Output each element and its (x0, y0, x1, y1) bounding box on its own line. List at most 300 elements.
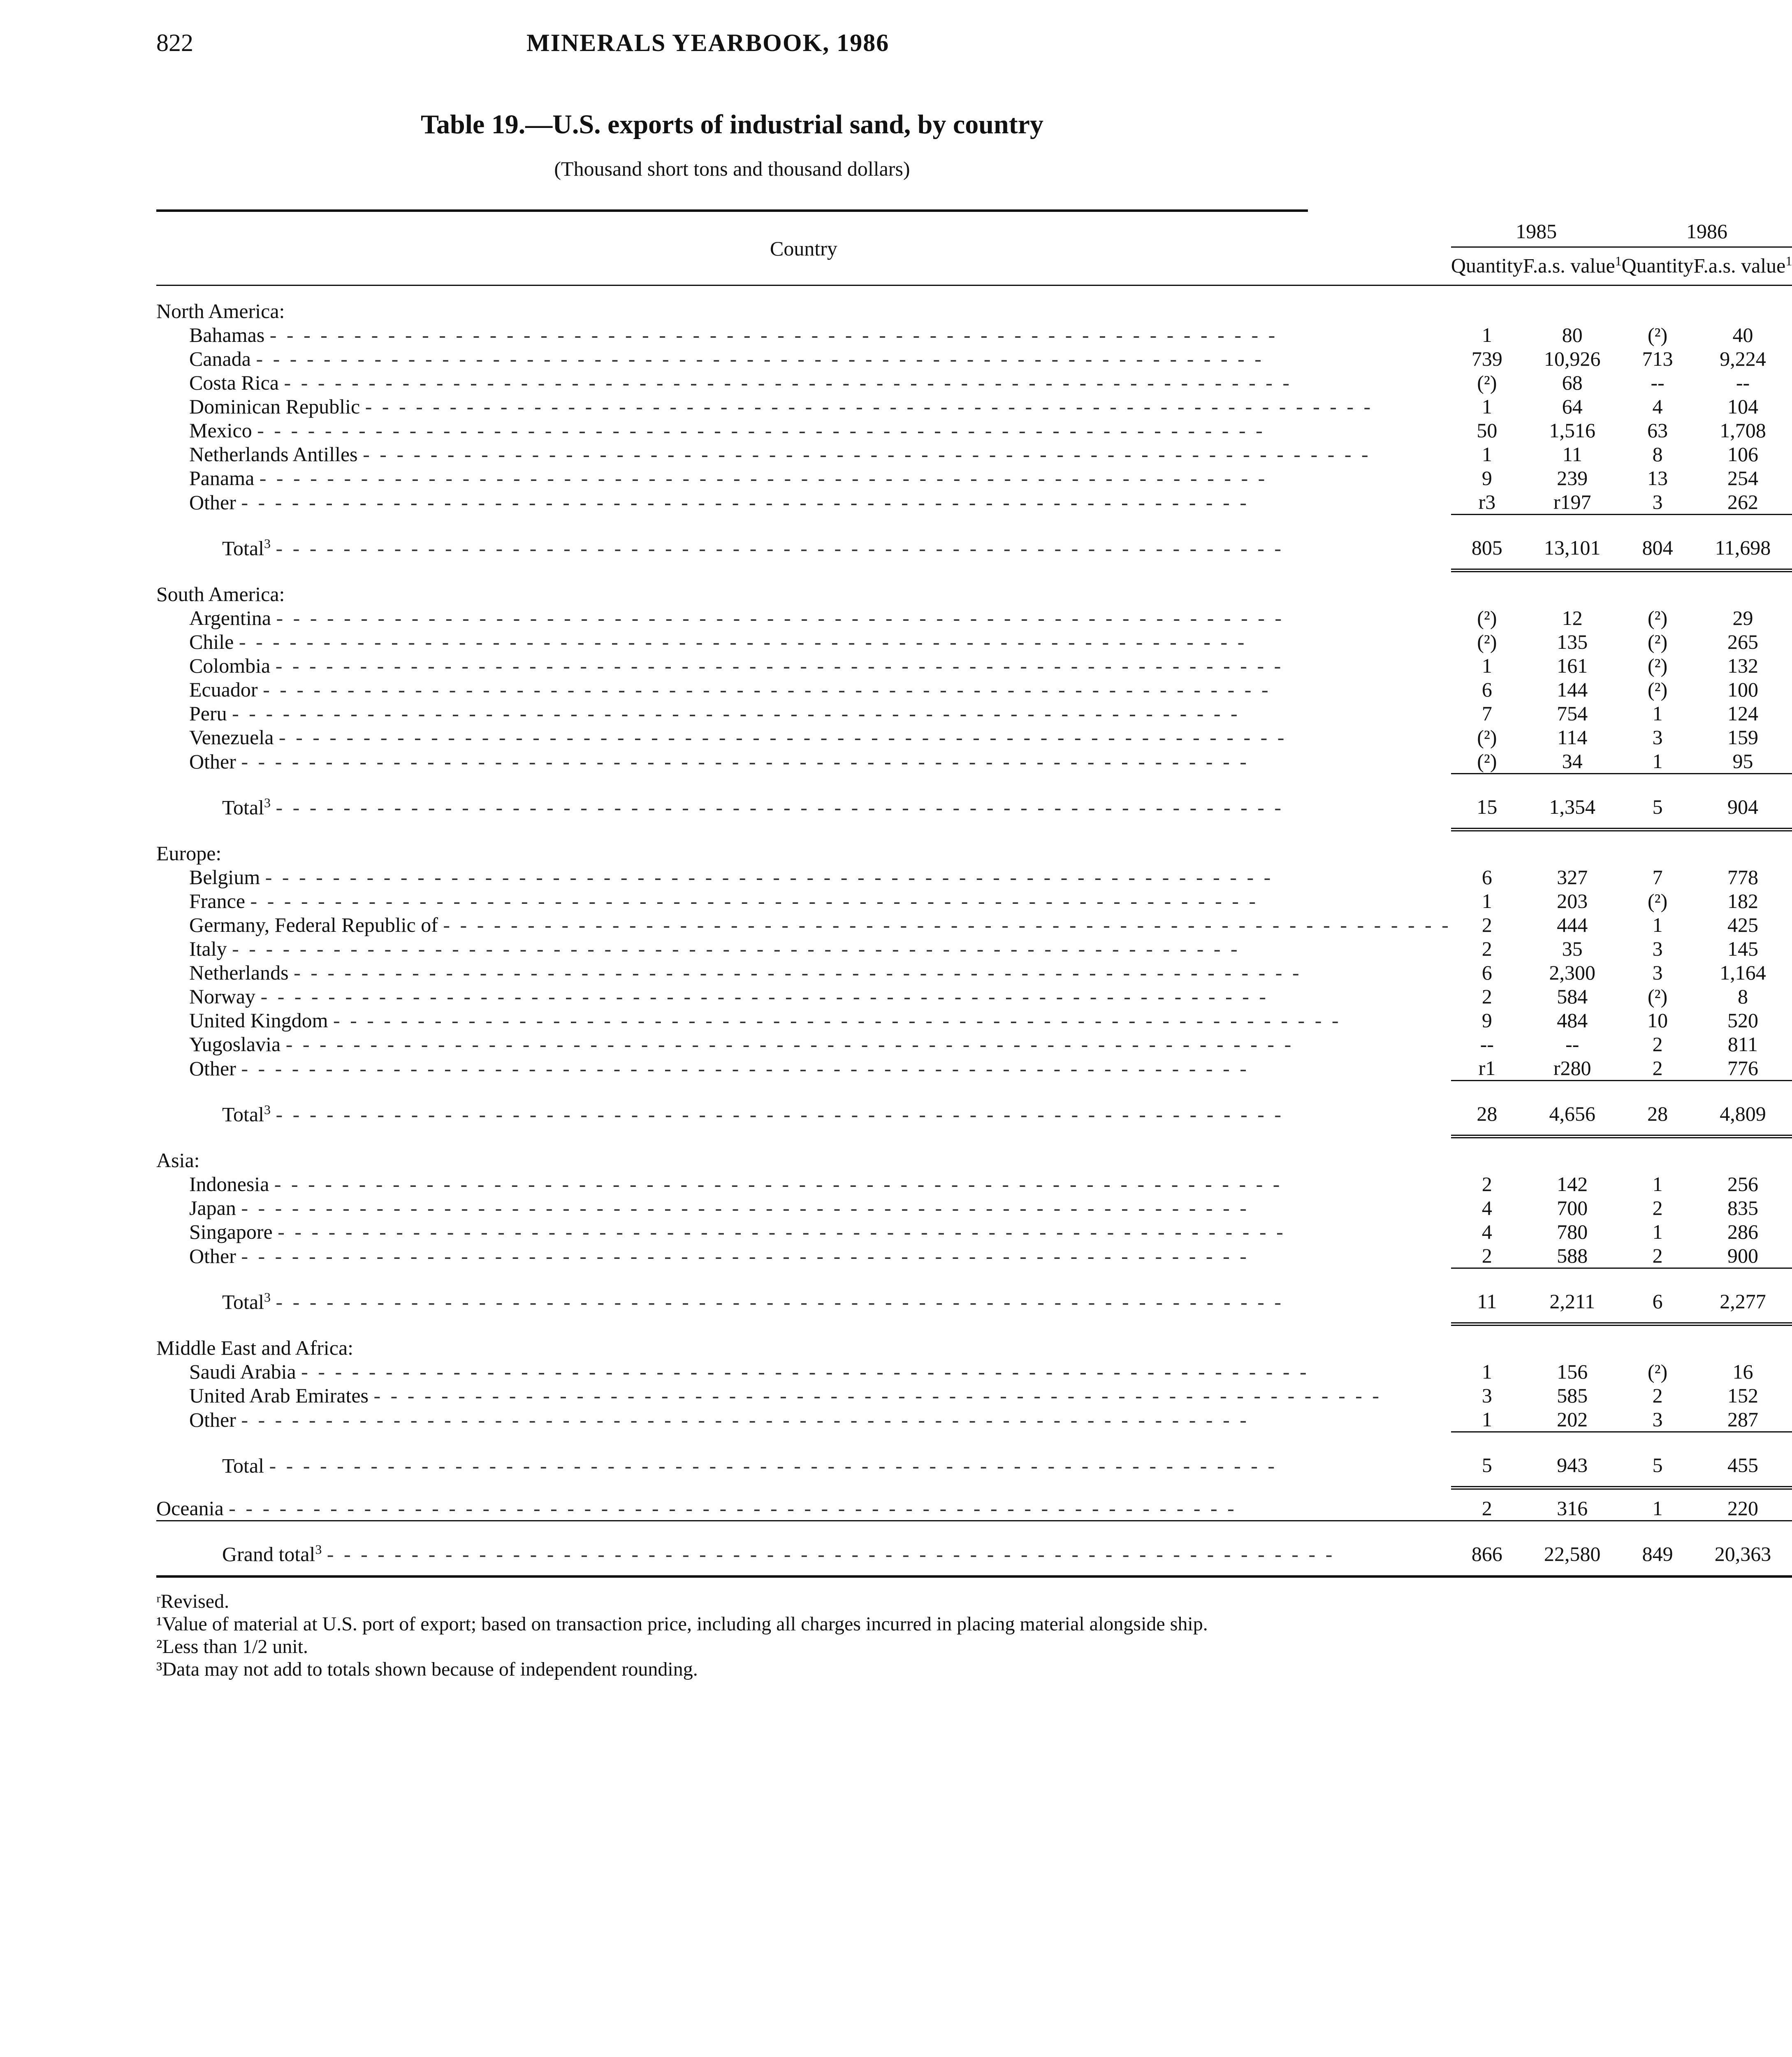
qty-1985-cell: 1 (1481, 654, 1492, 677)
total-cell (156, 1081, 1451, 1137)
qty-1986-cell: (²) (1647, 1360, 1668, 1383)
qty-1985-cell: (²) (1477, 726, 1497, 749)
qty-1985-cell: 2 (1481, 1244, 1492, 1267)
country-cell (156, 961, 1451, 984)
table-row (156, 1172, 1792, 1196)
country-name: Venezuela (189, 726, 274, 749)
quantity-1986-header: Quantity (1621, 254, 1694, 277)
qty-1986-cell: 3 (1652, 961, 1663, 984)
spacer-row (156, 286, 1792, 296)
value-1986-cell: 265 (1727, 630, 1758, 653)
region-row (156, 296, 1792, 323)
qty-1986-cell: 10 (1647, 1009, 1668, 1032)
table-row (156, 913, 1792, 937)
table-row (156, 749, 1792, 774)
leader-dots: - - - - - - - - - - - - - - - - - - - - - - - - - - - - - - - - - - - - - - - - - - - - - - - - - - - - - - - - - - - - (241, 1244, 1249, 1268)
country-cell (156, 1384, 1451, 1407)
value-1985-header (1523, 247, 1622, 286)
value-1986-cell: 900 (1727, 1244, 1758, 1267)
qty-1986-cell: 1 (1652, 913, 1663, 936)
region-name: South America: (156, 583, 285, 606)
grand-total-cell (156, 1521, 1451, 1576)
total-label: Total (222, 1103, 264, 1126)
country-name: Canada (189, 347, 251, 370)
total-cell (156, 515, 1451, 571)
value-1985-cell: 1,354 (1523, 774, 1622, 830)
leader-dots: - - - - - - - - - - - - - - - - - - - - - - - - - - - - - - - - - - - - - - - - - - - - - - - - - - - - - - - - - - - - (443, 913, 1451, 936)
country-cell (156, 1220, 1451, 1244)
qty-1985-cell: 1 (1481, 889, 1492, 912)
leader-dots: - - - - - - - - - - - - - - - - - - - - - - - - - - - - - - - - - - - - - - - - - - - - - - - - - - - - - - - - - - - - (269, 323, 1278, 346)
country-cell (156, 1056, 1451, 1081)
country-name: United Kingdom (189, 1009, 328, 1032)
value-1985-cell: 700 (1557, 1196, 1588, 1219)
total-label: Total (222, 796, 264, 819)
total-row (156, 515, 1792, 571)
qty-1986-cell: 3 (1652, 937, 1663, 960)
value-1985-cell: 34 (1562, 750, 1583, 773)
qty-1986-cell: (²) (1647, 606, 1668, 629)
qty-1986-cell: (²) (1647, 985, 1668, 1008)
value-1986-cell: 100 (1727, 678, 1758, 701)
country-name: United Arab Emirates (189, 1384, 369, 1407)
table-row (156, 889, 1792, 913)
region-row (156, 838, 1792, 865)
region-row (156, 579, 1792, 606)
value-1985-cell: 142 (1557, 1172, 1588, 1196)
quantity-1985-header: Quantity (1451, 254, 1523, 277)
qty-1985-cell: 805 (1451, 515, 1523, 571)
leader-dots: - - - - - - - - - - - - - - - - - - - - - - - - - - - - - - - - - - - - - - - - - - - - - - - - - - - - - - - - - - - - (284, 371, 1292, 394)
qty-1986-cell: 2 (1652, 1056, 1663, 1080)
country-name: Singapore (189, 1220, 273, 1243)
qty-1986-cell: 3 (1652, 490, 1663, 513)
country-name: Indonesia (189, 1172, 269, 1196)
table-subtitle: (Thousand short tons and thousand dollars) (554, 157, 910, 180)
qty-1986-cell: 849 (1622, 1521, 1694, 1576)
running-head (156, 21, 1308, 62)
grand-total-label: Grand total (222, 1542, 315, 1566)
qty-1985-cell: 7 (1481, 702, 1492, 725)
qty-1986-cell: 4 (1652, 395, 1663, 418)
value-1985-cell: 2,211 (1523, 1268, 1622, 1324)
leader-dots: - - - - - - - - - - - - - - - - - - - - - - - - - - - - - - - - - - - - - - - - - - - - - - - - - - - - - - - - - - - - (294, 961, 1302, 984)
value-1985-cell: 161 (1557, 654, 1588, 677)
value-1985-cell: 4,656 (1523, 1081, 1622, 1137)
qty-1986-cell: 3 (1652, 726, 1663, 749)
qty-1985-cell: 28 (1451, 1081, 1523, 1137)
value-1986-cell: 220 (1727, 1497, 1758, 1520)
qty-1985-cell: 6 (1481, 961, 1492, 984)
value-1986-cell: 182 (1727, 889, 1758, 912)
total-label: Total (222, 1290, 264, 1314)
qty-1986-cell: 1 (1652, 702, 1663, 725)
value-1986-note: 1 (1785, 253, 1792, 268)
value-1986-header (1694, 247, 1792, 286)
leader-dots: - - - - - - - - - - - - - - - - - - - - - - - - - - - - - - - - - - - - - - - - - - - - - - - - - - - - - - - - - - - - (285, 1033, 1294, 1056)
value-1986-cell: 287 (1727, 1408, 1758, 1431)
table-title: Table 19.—U.S. exports of industrial sand, by country (421, 109, 1043, 139)
country-cell (156, 1407, 1451, 1432)
leader-dots: - - - - - - - - - - - - - - - - - - - - - - - - - - - - - - - - - - - - - - - - - - - - - - - - - - - - - - - - - - - - (276, 606, 1284, 629)
value-1986-cell: 1,164 (1720, 961, 1766, 984)
value-1986-cell: 811 (1727, 1033, 1758, 1056)
country-cell (156, 1196, 1451, 1220)
year-1985-header: 1985 (1451, 212, 1622, 247)
qty-1985-cell: 2 (1481, 1172, 1492, 1196)
country-name: Panama (189, 467, 255, 490)
value-1985-cell: r280 (1553, 1056, 1591, 1080)
country-cell (156, 442, 1451, 466)
qty-1986-cell: 1 (1652, 1220, 1663, 1243)
value-1985-cell: 80 (1562, 323, 1583, 346)
qty-1985-cell: 4 (1481, 1220, 1492, 1243)
leader-dots: - - - - - - - - - - - - - - - - - - - - - - - - - - - - - - - - - - - - - - - - - - - - - - - - - - - - - - - - - - - - (232, 937, 1240, 960)
value-1986-cell: 40 (1732, 323, 1753, 346)
leader-dots: - - - - - - - - - - - - - - - - - - - - - - - - - - - - - - - - - - - - - - - - - - - - - - - - - - - - - - - - - - - - (232, 702, 1240, 725)
value-1985-cell: 64 (1562, 395, 1583, 418)
qty-1986-cell: 7 (1652, 866, 1663, 889)
table-row (156, 418, 1792, 442)
table-row (156, 1196, 1792, 1220)
leader-dots: - - - - - - - - - - - - - - - - - - - - - - - - - - - - - - - - - - - - - - - - - - - - - - - - - - - - - - - - - - - - (278, 726, 1287, 749)
country-header (156, 212, 1451, 286)
qty-1986-cell: 804 (1622, 515, 1694, 571)
qty-1986-cell: 2 (1652, 1196, 1663, 1219)
leader-dots: - - - - - - - - - - - - - - - - - - - - - - - - - - - - - - - - - - - - - - - - - - - - - - - - - - - - - - - - - - - - (276, 796, 1284, 819)
country-cell (156, 654, 1451, 678)
country-cell (156, 913, 1451, 937)
country-name: Other (189, 490, 236, 514)
qty-1985-cell: 9 (1481, 1009, 1492, 1032)
value-1986-cell: 286 (1727, 1220, 1758, 1243)
value-1985-cell: 156 (1557, 1360, 1588, 1383)
exports-table (156, 212, 1792, 1578)
value-1985-cell: 943 (1523, 1432, 1622, 1488)
qty-1986-cell: (²) (1647, 630, 1668, 653)
qty-1986-cell: (²) (1647, 889, 1668, 912)
qty-1985-cell: (²) (1477, 630, 1497, 653)
value-1985-cell: 203 (1557, 889, 1588, 912)
country-cell (156, 606, 1451, 630)
qty-1986-cell: 2 (1652, 1244, 1663, 1267)
qty-1985-cell: (²) (1477, 750, 1497, 773)
value-1986-cell: 9,224 (1720, 347, 1766, 370)
qty-1985-cell: 6 (1481, 678, 1492, 701)
table-row (156, 442, 1792, 466)
footnote-2: ²Less than 1/2 unit. (156, 1636, 308, 1658)
leader-dots: - - - - - - - - - - - - - - - - - - - - - - - - - - - - - - - - - - - - - - - - - - - - - - - - - - - - - - - - - - - - (229, 1497, 1237, 1520)
region-name: Middle East and Africa: (156, 1336, 354, 1359)
spacer-row (156, 1137, 1792, 1145)
value-1985-cell: 2,300 (1549, 961, 1596, 984)
qty-1985-cell: 1 (1481, 1360, 1492, 1383)
value-1985-label: F.a.s. value (1523, 254, 1615, 277)
country-cell (156, 466, 1451, 490)
value-1985-cell: 584 (1557, 985, 1588, 1008)
country-name: Peru (189, 702, 227, 725)
leader-dots: - - - - - - - - - - - - - - - - - - - - - - - - - - - - - - - - - - - - - - - - - - - - - - - - - - - - - - - - - - - - (250, 889, 1259, 912)
country-cell (156, 395, 1451, 418)
total-row (156, 1081, 1792, 1137)
country-cell (156, 1032, 1451, 1056)
value-1985-cell: 135 (1557, 630, 1588, 653)
leader-dots: - - - - - - - - - - - - - - - - - - - - - - - - - - - - - - - - - - - - - - - - - - - - - - - - - - - - - - - - - - - - (275, 654, 1284, 677)
spacer-row (156, 1488, 1792, 1497)
leader-dots: - - - - - - - - - - - - - - - - - - - - - - - - - - - - - - - - - - - - - - - - - - - - - - - - - - - - - - - - - - - - (259, 467, 1268, 490)
region-name: North America: (156, 299, 285, 323)
total-note: 3 (264, 795, 271, 810)
qty-1985-cell: 5 (1451, 1432, 1523, 1488)
country-cell (156, 725, 1451, 749)
value-1986-cell: 132 (1727, 654, 1758, 677)
book-title: MINERALS YEARBOOK, 1986 (526, 29, 890, 56)
country-name: Colombia (189, 654, 271, 677)
spacer-row (156, 571, 1792, 579)
country-name: Netherlands Antilles (189, 443, 358, 466)
value-1985-note: 1 (1615, 253, 1622, 268)
qty-1986-cell: (²) (1647, 654, 1668, 677)
country-cell (156, 701, 1451, 725)
value-1985-cell: 754 (1557, 702, 1588, 725)
value-1986-cell: 29 (1732, 606, 1753, 629)
total-label: Total (222, 1454, 264, 1477)
footnote-3: ³Data may not add to totals shown because of independent rounding. (156, 1658, 698, 1681)
value-1985-cell: 12 (1562, 606, 1583, 629)
country-name: Japan (189, 1196, 236, 1219)
table-row (156, 371, 1792, 395)
qty-1986-cell: 2 (1652, 1033, 1663, 1056)
table-row (156, 347, 1792, 371)
qty-1986-cell: 8 (1652, 443, 1663, 466)
country-cell (156, 984, 1451, 1008)
qty-1985-cell: 1 (1481, 443, 1492, 466)
qty-1986-cell: 2 (1652, 1384, 1663, 1407)
table-row (156, 1032, 1792, 1056)
value-1986-cell: 455 (1694, 1432, 1792, 1488)
leader-dots: - - - - - - - - - - - - - - - - - - - - - - - - - - - - - - - - - - - - - - - - - - - - - - - - - - - - - - - - - - - - (260, 985, 1269, 1008)
country-name: Argentina (189, 606, 271, 629)
value-1985-cell: r197 (1553, 490, 1591, 513)
country-cell (156, 937, 1451, 961)
value-1986-label: F.a.s. value (1693, 254, 1786, 277)
leader-dots: - - - - - - - - - - - - - - - - - - - - - - - - - - - - - - - - - - - - - - - - - - - - - - - - - - - - - - - - - - - - (241, 750, 1249, 773)
table-row (156, 984, 1792, 1008)
value-1986-cell: 145 (1727, 937, 1758, 960)
qty-1986-cell: 63 (1647, 419, 1668, 442)
qty-1986-cell: -- (1651, 371, 1664, 394)
value-1985-cell: 22,580 (1523, 1521, 1622, 1576)
table-row (156, 490, 1792, 515)
qty-1985-cell: 9 (1481, 467, 1492, 490)
leader-dots: - - - - - - - - - - - - - - - - - - - - - - - - - - - - - - - - - - - - - - - - - - - - - - - - - - - - - - - - - - - - (363, 443, 1371, 466)
country-cell (156, 347, 1451, 371)
leader-dots: - - - - - - - - - - - - - - - - - - - - - - - - - - - - - - - - - - - - - - - - - - - - - - - - - - - - - - - - - - - - (276, 1290, 1284, 1314)
leader-dots: - - - - - - - - - - - - - - - - - - - - - - - - - - - - - - - - - - - - - - - - - - - - - - - - - - - - - - - - - - - - (373, 1384, 1382, 1407)
value-1986-cell: 904 (1694, 774, 1792, 830)
value-1986-cell: 11,698 (1694, 515, 1792, 571)
value-1986-cell: 262 (1727, 490, 1758, 513)
leader-dots: - - - - - - - - - - - - - - - - - - - - - - - - - - - - - - - - - - - - - - - - - - - - - - - - - - - - - - - - - - - - (241, 1056, 1249, 1080)
total-cell (156, 1268, 1451, 1324)
leader-dots: - - - - - - - - - - - - - - - - - - - - - - - - - - - - - - - - - - - - - - - - - - - - - - - - - - - - - - - - - - - - (276, 536, 1284, 560)
country-name: Mexico (189, 419, 252, 442)
qty-1985-cell: 1 (1481, 323, 1492, 346)
country-name: Other (189, 1408, 236, 1431)
value-1985-cell: 144 (1557, 678, 1588, 701)
qty-1985-cell: 2 (1481, 1497, 1492, 1520)
value-1986-cell: 254 (1727, 467, 1758, 490)
spacer-row (156, 1324, 1792, 1333)
table-row (156, 323, 1792, 347)
qty-1986-cell: 5 (1622, 1432, 1694, 1488)
qty-1985-cell: 11 (1451, 1268, 1523, 1324)
grand-total-note: 3 (315, 1542, 322, 1557)
table-row (156, 1008, 1792, 1032)
value-1985-cell: 114 (1557, 726, 1588, 749)
value-1986-cell: 159 (1727, 726, 1758, 749)
value-1985-cell: 1,516 (1549, 419, 1596, 442)
value-1986-cell: 20,363 (1694, 1521, 1792, 1576)
leader-dots: - - - - - - - - - - - - - - - - - - - - - - - - - - - - - - - - - - - - - - - - - - - - - - - - - - - - - - - - - - - - (276, 1103, 1284, 1126)
region-row (156, 1145, 1792, 1172)
table-row (156, 1056, 1792, 1081)
qty-1985-cell: (²) (1477, 606, 1497, 629)
region-row (156, 1333, 1792, 1360)
qty-1986-cell: 6 (1622, 1268, 1694, 1324)
value-1986-cell: 425 (1727, 913, 1758, 936)
spacer-row (156, 830, 1792, 838)
value-1986-cell: 1,708 (1720, 419, 1766, 442)
total-label: Total (222, 536, 264, 560)
value-1986-cell: 8 (1737, 985, 1748, 1008)
country-name: Other (189, 1244, 236, 1268)
value-1986-cell: -- (1736, 371, 1750, 394)
leader-dots: - - - - - - - - - - - - - - - - - - - - - - - - - - - - - - - - - - - - - - - - - - - - - - - - - - - - - - - - - - - - (263, 678, 1271, 701)
value-1986-cell: 95 (1732, 750, 1753, 773)
table-row (156, 1384, 1792, 1407)
leader-dots: - - - - - - - - - - - - - - - - - - - - - - - - - - - - - - - - - - - - - - - - - - - - - - - - - - - - - - - - - - - - (241, 1408, 1249, 1431)
value-1986-cell: 778 (1727, 866, 1758, 889)
qty-1985-cell: r3 (1478, 490, 1496, 513)
header-year-row (156, 212, 1792, 247)
table-row (156, 678, 1792, 701)
value-1986-cell: 106 (1727, 443, 1758, 466)
qty-1986-cell: 5 (1622, 774, 1694, 830)
country-name: Oceania (156, 1497, 224, 1520)
country-cell (156, 749, 1451, 774)
table-row (156, 937, 1792, 961)
leader-dots: - - - - - - - - - - - - - - - - - - - - - - - - - - - - - - - - - - - - - - - - - - - - - - - - - - - - - - - - - - - - (241, 1196, 1249, 1219)
total-row (156, 774, 1792, 830)
table-row (156, 865, 1792, 889)
value-1985-cell: 327 (1557, 866, 1588, 889)
leader-dots: - - - - - - - - - - - - - - - - - - - - - - - - - - - - - - - - - - - - - - - - - - - - - - - - - - - - - - - - - - - - (301, 1360, 1309, 1383)
qty-1985-cell: 1 (1481, 1408, 1492, 1431)
qty-1986-cell: 13 (1647, 467, 1668, 490)
qty-1986-cell: (²) (1647, 323, 1668, 346)
value-1986-cell: 256 (1727, 1172, 1758, 1196)
table-row (156, 725, 1792, 749)
value-1985-cell: 11 (1562, 443, 1582, 466)
value-1985-cell: 10,926 (1544, 347, 1601, 370)
table-row (156, 630, 1792, 654)
qty-1986-cell: 3 (1652, 1408, 1663, 1431)
total-note: 3 (264, 1102, 271, 1117)
qty-1985-cell: r1 (1478, 1056, 1496, 1080)
qty-1985-cell: -- (1480, 1033, 1494, 1056)
table-row (156, 701, 1792, 725)
qty-1985-cell: 50 (1477, 419, 1498, 442)
value-1985-cell: 780 (1557, 1220, 1588, 1243)
country-cell (156, 418, 1451, 442)
total-cell (156, 1432, 1451, 1488)
country-name: Norway (189, 985, 256, 1008)
table-row (156, 1496, 1792, 1521)
leader-dots: - - - - - - - - - - - - - - - - - - - - - - - - - - - - - - - - - - - - - - - - - - - - - - - - - - - - - - - - - - - - (239, 630, 1247, 653)
country-cell (156, 490, 1451, 515)
qty-1985-cell: 2 (1481, 937, 1492, 960)
country-cell (156, 1008, 1451, 1032)
qty-1985-cell: (²) (1477, 371, 1497, 394)
qty-1986-cell: (²) (1647, 678, 1668, 701)
value-1985-cell: -- (1565, 1033, 1579, 1056)
qty-1985-cell: 3 (1481, 1384, 1492, 1407)
value-1985-cell: 35 (1562, 937, 1583, 960)
leader-dots: - - - - - - - - - - - - - - - - - - - - - - - - - - - - - - - - - - - - - - - - - - - - - - - - - - - - - - - - - - - - (333, 1009, 1341, 1032)
leader-dots: - - - - - - - - - - - - - - - - - - - - - - - - - - - - - - - - - - - - - - - - - - - - - - - - - - - - - - - - - - - - (269, 1454, 1277, 1477)
country-cell (156, 865, 1451, 889)
total-row (156, 1268, 1792, 1324)
leader-dots: - - - - - - - - - - - - - - - - - - - - - - - - - - - - - - - - - - - - - - - - - - - - - - - - - - - - - - - - - - - - (278, 1220, 1286, 1243)
leader-dots: - - - - - - - - - - - - - - - - - - - - - - - - - - - - - - - - - - - - - - - - - - - - - - - - - - - - - - - - - - - - (256, 347, 1264, 370)
value-1985-cell: 202 (1557, 1408, 1588, 1431)
qty-1986-cell: 1 (1652, 1497, 1663, 1520)
page-number: 822 (156, 29, 193, 56)
country-cell (156, 1244, 1451, 1268)
table-row (156, 654, 1792, 678)
leader-dots: - - - - - - - - - - - - - - - - - - - - - - - - - - - - - - - - - - - - - - - - - - - - - - - - - - - - - - - - - - - - (241, 490, 1249, 514)
table-row (156, 606, 1792, 630)
country-header-label: Country (770, 237, 837, 260)
leader-dots: - - - - - - - - - - - - - - - - - - - - - - - - - - - - - - - - - - - - - - - - - - - - - - - - - - - - - - - - - - - - (265, 866, 1273, 889)
country-cell (156, 630, 1451, 654)
footnotes (156, 1590, 1308, 1681)
value-1985-cell: 484 (1557, 1009, 1588, 1032)
value-1985-cell: 13,101 (1523, 515, 1622, 571)
value-1986-cell: 520 (1727, 1009, 1758, 1032)
country-name: Chile (189, 630, 234, 653)
total-cell (156, 774, 1451, 830)
qty-1985-cell: 6 (1481, 866, 1492, 889)
total-note: 3 (264, 536, 271, 551)
country-cell (156, 323, 1451, 347)
qty-1985-cell: 15 (1451, 774, 1523, 830)
value-1986-cell: 2,277 (1694, 1268, 1792, 1324)
region-name: Europe: (156, 842, 222, 865)
country-name: Netherlands (189, 961, 289, 984)
region-name: Asia: (156, 1149, 200, 1172)
value-1986-cell: 124 (1727, 702, 1758, 725)
qty-1985-cell: 739 (1471, 347, 1502, 370)
country-name: Germany, Federal Republic of (189, 913, 438, 936)
value-1986-cell: 4,809 (1694, 1081, 1792, 1137)
country-cell (156, 371, 1451, 395)
country-name: Italy (189, 937, 227, 960)
value-1985-cell: 585 (1557, 1384, 1588, 1407)
country-name: Other (189, 750, 236, 773)
value-1985-cell: 68 (1562, 371, 1583, 394)
